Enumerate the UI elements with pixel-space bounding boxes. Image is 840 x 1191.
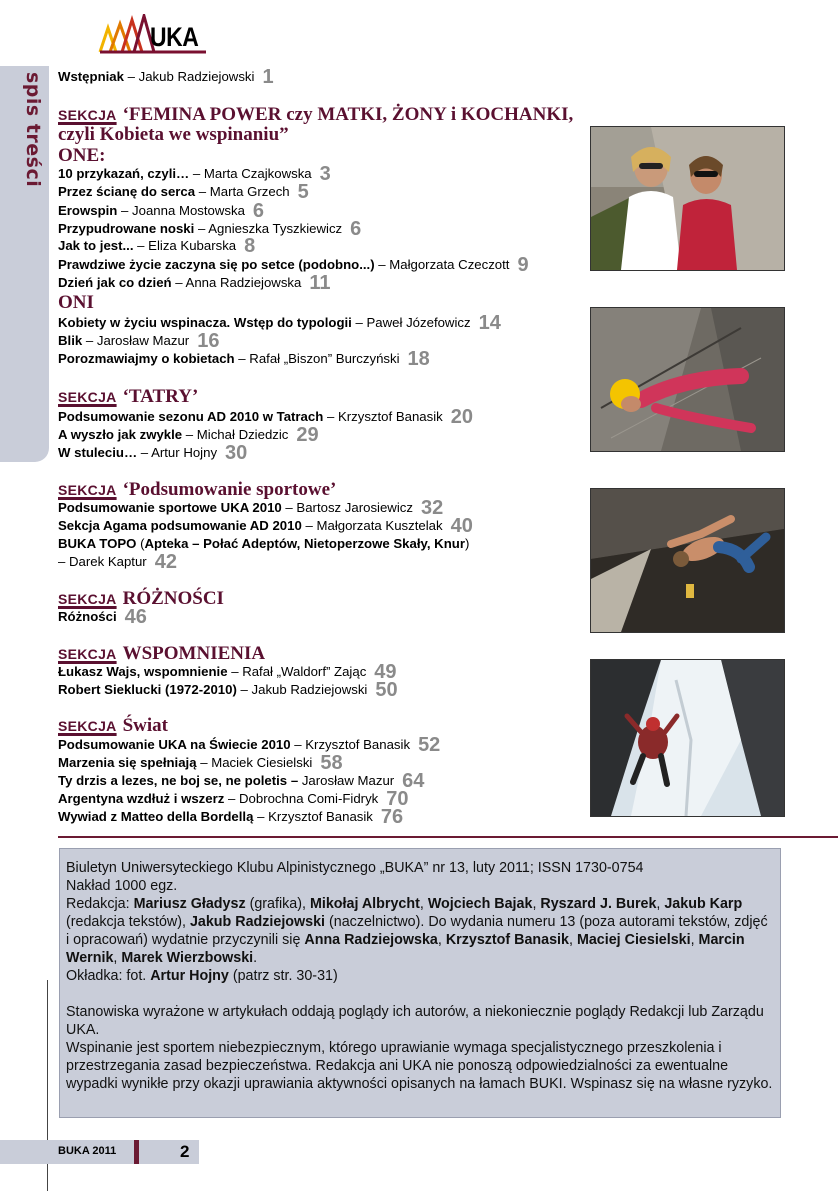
footer-label: BUKA 2011	[58, 1145, 117, 1157]
imprint-line: Biuletyn Uniwersyteckiego Klubu Alpinistycznego „BUKA” nr 13, luty 2011; ISSN 1730-0754	[66, 860, 644, 876]
toc-entry[interactable]: Wywiad z Matteo della Bordellą – Krzysztof Banasik 76	[58, 806, 404, 828]
toc-entry[interactable]: Prawdziwe życie zaczyna się po setce (podobno...) – Małgorzata Czeczott 9	[58, 254, 529, 276]
toc-entry[interactable]: A wyszło jak zwykle – Michał Dziedzic 29	[58, 424, 319, 446]
section-heading-sport: SEKCJA ‘Podsumowanie sportowe’	[58, 479, 337, 500]
toc-entry[interactable]: Podsumowanie sezonu AD 2010 w Tatrach – Krzysztof Banasik 20	[58, 406, 474, 428]
section-heading-swiat: SEKCJA Świat	[58, 715, 168, 736]
toc-entry[interactable]: Łukasz Wajs, wspomnienie – Rafał „Waldorf” Zając 49	[58, 661, 397, 683]
toc-entry[interactable]: Podsumowanie UKA na Świecie 2010 – Krzysztof Banasik 52	[58, 734, 441, 756]
section-heading-wspomnienia: SEKCJA WSPOMNIENIA	[58, 643, 266, 664]
toc-entry[interactable]: Przypudrowane noski – Agnieszka Tyszkiewicz 6	[58, 218, 362, 240]
imprint-disclaimer: Stanowiska wyrażone w artykułach oddają poglądy ich autorów, a niekoniecznie poglądy Redakcji lub Zarządu UKA.	[66, 1004, 764, 1038]
toc-entry[interactable]: 10 przykazań, czyli… – Marta Czajkowska 3	[58, 163, 331, 185]
sidebar-label: spis treści	[22, 72, 44, 188]
photo-climber-ice	[590, 659, 785, 817]
toc-entry[interactable]: Kobiety w życiu wspinacza. Wstęp do typologii – Paweł Józefowicz 14	[58, 312, 501, 334]
toc-entry-topo[interactable]: BUKA TOPO (Apteka – Połać Adeptów, Nietoperzowe Skały, Knur)	[58, 536, 470, 551]
toc-entry[interactable]: Różności 46	[58, 606, 147, 628]
section-heading-tatry: SEKCJA ‘TATRY’	[58, 386, 199, 407]
photo-climber-overhang	[590, 488, 785, 633]
toc-entry[interactable]: Przez ścianę do serca – Marta Grzech 5	[58, 181, 309, 203]
section-heading-femina: SEKCJA ‘FEMINA POWER czy MATKI, ŻONY i KOCHANKI,	[58, 104, 574, 125]
toc-entry[interactable]: Marzenia się spełniają – Maciek Ciesielski 58	[58, 752, 343, 774]
subheading-oni: ONI	[58, 292, 94, 313]
toc-entry-intro[interactable]: Wstępniak – Jakub Radziejowski 1	[58, 66, 274, 88]
toc-entry-topo-author[interactable]: – Darek Kaptur 42	[58, 551, 177, 573]
imprint-box	[59, 848, 781, 1118]
subheading-one: ONE:	[58, 145, 106, 166]
toc-entry[interactable]: Argentyna wzdłuż i wszerz – Dobrochna Comi-Fidryk 70	[58, 788, 409, 810]
toc-entry[interactable]: Robert Sieklucki (1972-2010) – Jakub Radziejowski 50	[58, 679, 398, 701]
footer-page-bg	[139, 1140, 199, 1164]
photo-two-women-climbers	[590, 126, 785, 271]
toc-entry[interactable]: Jak to jest... – Eliza Kubarska 8	[58, 235, 256, 257]
toc-entry[interactable]: Sekcja Agama podsumowanie AD 2010 – Małgorzata Kusztelak 40	[58, 515, 473, 537]
toc-entry[interactable]: Erowspin – Joanna Mostowska 6	[58, 200, 265, 222]
photo-climber-yellow-helmet	[590, 307, 785, 452]
imprint-warning: Wspinanie jest sportem niebezpiecznym, którego uprawianie wymaga specjalistycznego przeszkolenia i przestrzegania zasad bezpieczeństwa. Redakcja ani UKA nie ponoszą odpowiedzialności za ewentualne wypadki wynikłe przy okazji uprawiania aktywności opisanych na łamach BUKI. Wspinasz się na własne ryzyko.	[66, 1040, 773, 1092]
imprint-cover: Okładka: fot. Artur Hojny (patrz str. 30-31)	[66, 968, 338, 984]
page-number: 2	[180, 1142, 190, 1161]
toc-entry[interactable]: Porozmawiajmy o kobietach – Rafał „Biszon” Burczyński 18	[58, 348, 430, 370]
toc-entry[interactable]: Dzień jak co dzień – Anna Radziejowska 11	[58, 272, 331, 294]
imprint-line: Nakład 1000 egz.	[66, 878, 178, 894]
toc-entry[interactable]: Podsumowanie sportowe UKA 2010 – Bartosz Jarosiewicz 32	[58, 497, 444, 519]
logo-text: UKA	[150, 22, 199, 52]
section-heading-roznosci: SEKCJA RÓŻNOŚCI	[58, 588, 224, 609]
toc-entry[interactable]: W stuleciu… – Artur Hojny 30	[58, 442, 248, 464]
toc-entry[interactable]: Blik – Jarosław Mazur 16	[58, 330, 220, 352]
content-divider	[58, 836, 838, 838]
section-heading-femina-line2: czyli Kobieta we wspinaniu”	[58, 124, 289, 145]
imprint-editors: Redakcja: Mariusz Gładysz (grafika), Mikołaj Albrycht, Wojciech Bajak, Ryszard J. Burek, Jakub Karp (redakcja tekstów), Jakub Radziejowski (naczelnictwo). Do wydania numeru 13 (poza autorami tekstów, zdjęć i opracowań) wydatnie przyczynili się Anna Radziejowska, Krzysztof Banasik, Maciej Ciesielski, Marcin Wernik, Marek Wierzbowski.	[66, 896, 768, 966]
toc-entry[interactable]: Ty drzis a lezes, ne boj se, ne poletis – Jarosław Mazur 64	[58, 770, 425, 792]
